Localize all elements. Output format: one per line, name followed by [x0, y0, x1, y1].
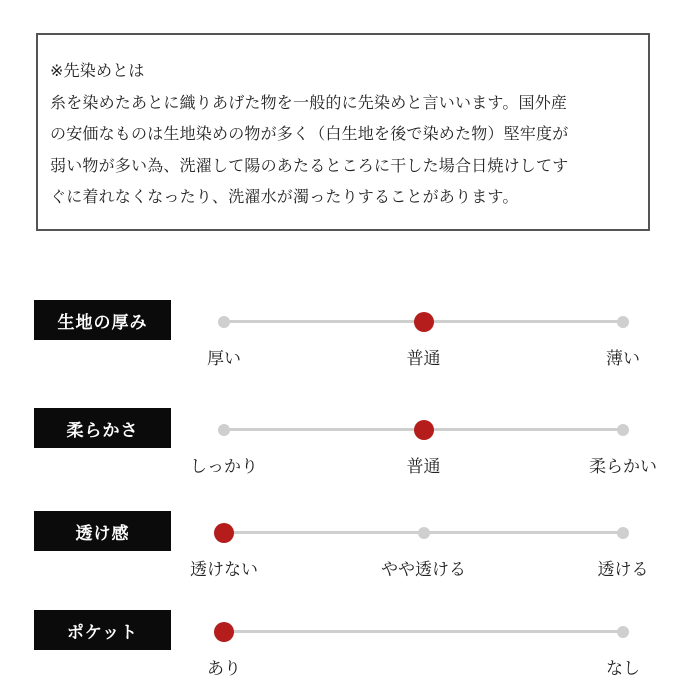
scale-dot: [418, 527, 430, 539]
notice-box: [36, 33, 650, 231]
scale-option-label: あり: [207, 659, 241, 679]
scale-option-label: 薄い: [606, 349, 640, 369]
scale-option-label: なし: [606, 659, 640, 679]
attribute-label: 透け感: [34, 511, 171, 551]
scale-dot-selected: [214, 622, 234, 642]
attribute-label: ポケット: [34, 610, 171, 650]
attribute-label: 生地の厚み: [34, 300, 171, 340]
notice-line-2: の安価なものは生地染めの物が多く（白生地を後で染めた物）堅牢度が: [50, 124, 569, 143]
scale-dot: [218, 424, 230, 436]
scale-option-label: 厚い: [207, 349, 241, 369]
attribute-label: 柔らかさ: [34, 408, 171, 448]
scale-dot-selected: [414, 420, 434, 440]
notice-line-3: 弱い物が多い為、洗濯して陽のあたるところに干した場合日焼けしてす: [50, 155, 569, 175]
scale-dot: [218, 316, 230, 328]
scale-dot: [617, 527, 629, 539]
attribute-row: [0, 408, 690, 488]
scale-option-label: 透ける: [597, 560, 649, 580]
scale-dot: [617, 316, 629, 328]
scale-dot: [617, 626, 629, 638]
notice-line-1: 糸を染めたあとに織りあげた物を一般的に先染めと言いいます。国外産: [50, 92, 568, 112]
notice-line-4: ぐに着れなくなったり、洗濯水が濁ったりすることがあります。: [50, 187, 519, 206]
scale-option-label: やや透ける: [381, 560, 466, 580]
scale-option-label: しっかり: [190, 457, 258, 477]
scale-option-label: 普通: [406, 457, 441, 477]
scale-option-label: 透けない: [190, 560, 258, 580]
notice-title: ※先染めとは: [50, 61, 145, 80]
scale-option-label: 柔らかい: [589, 457, 657, 477]
attribute-row: [0, 511, 690, 591]
attribute-row: [0, 610, 690, 690]
scale-track: [224, 630, 623, 633]
attribute-row: [0, 300, 690, 380]
scale-dot: [617, 424, 629, 436]
scale-dot-selected: [214, 523, 234, 543]
scale-option-label: 普通: [406, 349, 441, 369]
scale-dot-selected: [414, 312, 434, 332]
